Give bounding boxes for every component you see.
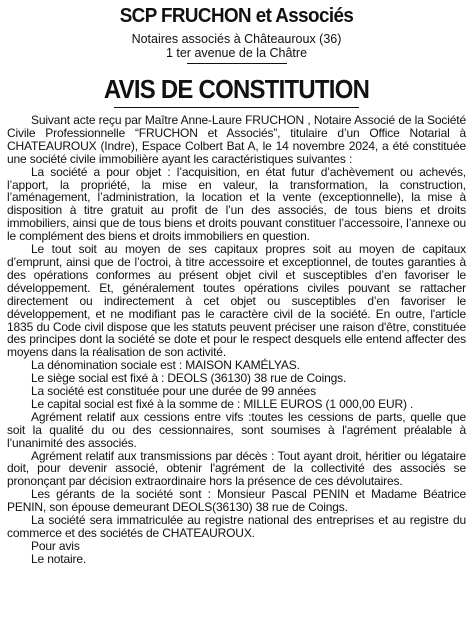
paragraph-registered-office: Le siège social est fixé à : DEOLS (36130) 38 rue de Coings. — [31, 371, 347, 386]
paragraph-intro: Suivant acte reçu par Maître Anne-Laure FRUCHON , Notaire Associé de la Société Civile Professionnelle “FRUCHON et Associés”, titulaire d’un Office Notarial à CHATEAUROUX (Indre), Espace Colbert Bat A, le 14 novembre 2024, a été constituée une société civile immobilière ayant les caractéristiques suivantes : — [7, 113, 466, 166]
title-divider — [114, 107, 359, 108]
paragraph-duration: La société est constituée pour une durée de 99 années — [31, 384, 316, 399]
paragraph-means: Le tout soit au moyen de ses capitaux propres soit au moyen de capitaux d’emprunt, ainsi que de l’octroi, à titre accessoire et exceptionnel, de toutes garanties à des opérations conformes au présent objet civil et susceptibles d’en favoriser le développement. Et, généralement toutes opérations civiles pouvant se rattacher directement ou indirectement à cet objet ou susceptibles d’en favoriser le développement, et ne modifiant pas le caractère civil de la société. En outre, l'article 1835 du Code civil dispose que les statuts peuvent préciser une raison d'être, constituée des principes dont la société se dote et pour le respect desquels elle entend affecter des moyens dans la réalisation de son activité. — [7, 242, 466, 360]
closing-pour-avis: Pour avis — [31, 538, 80, 553]
paragraph-capital: Le capital social est fixé à la somme de : MILLE EUROS (1 000,00 EUR) . — [31, 396, 414, 411]
firm-description: Notaires associés à Châteauroux (36) — [131, 32, 342, 46]
paragraph-object: La société a pour objet : l’acquisition, en état futur d’achèvement ou achevés, l’apport, la propriété, la mise en valeur, la transformation, la construction, l’aménagement, l’administration, la location et la vente (exceptionnelle), la mise à disposition à titre gratuit au profit de l’un des associés, de tous biens et droits immobiliers, ainsi que de tous biens et droits pouvant constituer l’accessoire, l’annexe ou le complément des biens et droits immobiliers en question. — [7, 164, 466, 244]
closing-signature: Le notaire. — [31, 551, 87, 566]
paragraph-managers: Les gérants de la société sont : Monsieur Pascal PENIN et Madame Béatrice PENIN, son épouse demeurant DEOLS(36130) 38 rue de Coings. — [7, 487, 466, 515]
firm-name: SCP FRUCHON et Associés — [119, 5, 354, 27]
notice-title: AVIS DE CONSTITUTION — [103, 74, 370, 104]
notice-body — [7, 114, 466, 566]
header-divider — [187, 63, 287, 64]
paragraph-death-transmission: Agrément relatif aux transmissions par décès : Tout ayant droit, héritier ou légataire doit, pour devenir associé, obtenir l'agrément de la collectivité des associés se prononçant par décision extraordinaire hors la présence de ces dévolutaires. — [7, 448, 466, 489]
paragraph-registration: La société sera immatriculée au registre national des entreprises et au registre du commerce et des sociétés de CHATEAUROUX. — [7, 513, 466, 540]
paragraph-denomination: La dénomination sociale est : MAISON KAMÉLYAS. — [31, 358, 300, 373]
paragraph-transfer-approval: Agrément relatif aux cessions entre vifs :toutes les cessions de parts, quelle que soit la qualité du ou des cessionnaires, sont soumises à l'agrément préalable à l’unanimité des associés. — [7, 409, 466, 450]
firm-address: 1 ter avenue de la Châtre — [165, 46, 308, 60]
